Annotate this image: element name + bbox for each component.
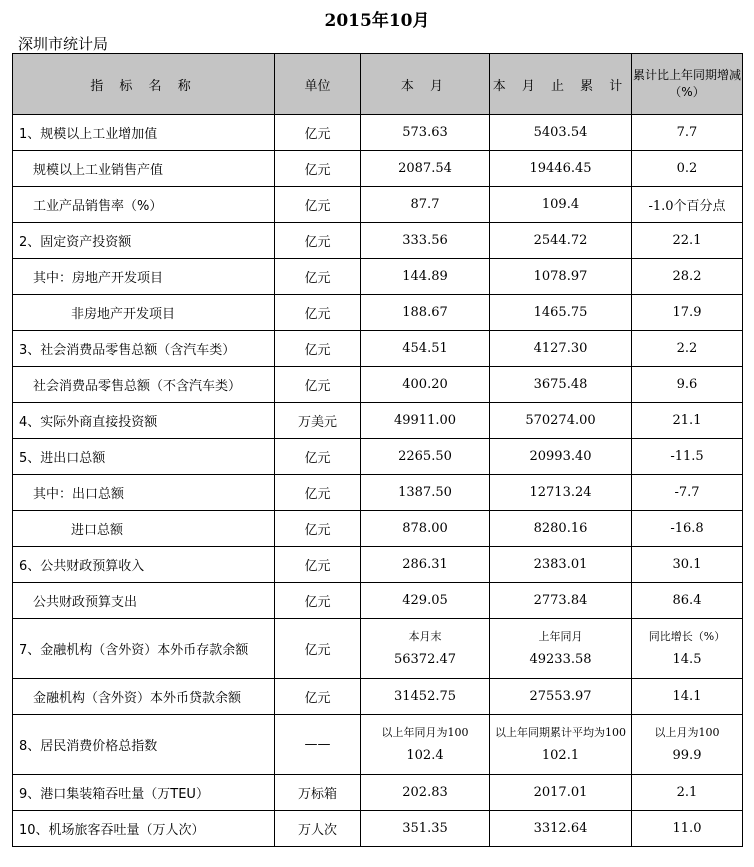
month-value: 2265.50	[361, 439, 490, 475]
table-row	[13, 403, 743, 439]
month-value: 188.67	[361, 295, 490, 331]
indicator-name: 社会消费品零售总额（不含汽车类）	[13, 367, 275, 403]
month-value: 429.05	[361, 583, 490, 619]
indicator-unit: 亿元	[275, 511, 361, 547]
cumulative-value: 2544.72	[490, 223, 632, 259]
month-value: 454.51	[361, 331, 490, 367]
indicator-name: 非房地产开发项目	[13, 295, 275, 331]
header-name: 指 标 名 称	[13, 54, 275, 115]
cumulative-value	[490, 715, 632, 775]
indicator-name: 1、规模以上工业增加值	[13, 115, 275, 151]
indicator-unit: 亿元	[275, 439, 361, 475]
indicator-unit: 亿元	[275, 679, 361, 715]
cumulative-value-number: 49233.58	[529, 652, 592, 667]
cumulative-value: 8280.16	[490, 511, 632, 547]
cumulative-value: 1465.75	[490, 295, 632, 331]
month-value: 2087.54	[361, 151, 490, 187]
indicator-name: 其中：出口总额	[13, 475, 275, 511]
indicator-name: 4、实际外商直接投资额	[13, 403, 275, 439]
header-cumulative: 本 月 止 累 计	[490, 54, 632, 115]
indicator-name: 金融机构（含外资）本外币贷款余额	[13, 679, 275, 715]
table-row	[13, 619, 743, 679]
change-value-number: 14.5	[672, 652, 702, 667]
indicator-unit: 万美元	[275, 403, 361, 439]
table-row	[13, 583, 743, 619]
table-row	[13, 115, 743, 151]
cumulative-value	[490, 619, 632, 679]
indicator-name: 5、进出口总额	[13, 439, 275, 475]
indicator-name: 工业产品销售率（%）	[13, 187, 275, 223]
indicator-unit: 亿元	[275, 115, 361, 151]
indicator-unit: 亿元	[275, 583, 361, 619]
table-header-row	[13, 54, 743, 115]
change-value: -16.8	[632, 511, 743, 547]
cumulative-value: 27553.97	[490, 679, 632, 715]
indicator-name: 9、港口集装箱吞吐量（万TEU）	[13, 775, 275, 811]
cumulative-value: 5403.54	[490, 115, 632, 151]
indicator-name: 10、机场旅客吞吐量（万人次）	[13, 811, 275, 847]
cumulative-value: 2383.01	[490, 547, 632, 583]
header-unit: 单位	[275, 54, 361, 115]
change-value-caption: 同比增长（%）	[648, 630, 726, 643]
month-value: 286.31	[361, 547, 490, 583]
indicator-unit: 亿元	[275, 187, 361, 223]
header-month: 本 月	[361, 54, 490, 115]
indicator-unit: 万标箱	[275, 775, 361, 811]
header-change: 累计比上年同期增减（%）	[632, 54, 743, 115]
month-value-number: 102.4	[406, 748, 444, 763]
month-value	[361, 715, 490, 775]
change-value: 7.7	[632, 115, 743, 151]
indicator-name: 3、社会消费品零售总额（含汽车类）	[13, 331, 275, 367]
month-value: 31452.75	[361, 679, 490, 715]
month-value-number: 56372.47	[393, 652, 457, 667]
change-value-caption: 以上月为100	[654, 726, 720, 739]
cumulative-value-number: 102.1	[541, 748, 580, 763]
month-value: 878.00	[361, 511, 490, 547]
table-row	[13, 511, 743, 547]
month-value-caption: 以上年同月为100	[381, 726, 469, 739]
change-value: 0.2	[632, 151, 743, 187]
cumulative-value-caption: 上年同月	[538, 630, 583, 643]
change-value: -11.5	[632, 439, 743, 475]
indicator-name: 2、固定资产投资额	[13, 223, 275, 259]
month-value: 1387.50	[361, 475, 490, 511]
indicator-name: 8、居民消费价格总指数	[13, 715, 275, 775]
indicator-unit: 亿元	[275, 259, 361, 295]
indicator-unit: 亿元	[275, 223, 361, 259]
change-value: -1.0个百分点	[632, 187, 743, 223]
month-value: 87.7	[361, 187, 490, 223]
table-row	[13, 331, 743, 367]
statistics-table	[12, 53, 743, 847]
table-row	[13, 367, 743, 403]
change-value	[632, 619, 743, 679]
organization-label: 深圳市统计局	[18, 35, 109, 53]
cumulative-value: 3675.48	[490, 367, 632, 403]
cumulative-value: 2773.84	[490, 583, 632, 619]
month-value: 400.20	[361, 367, 490, 403]
indicator-unit: 亿元	[275, 331, 361, 367]
change-value: 21.1	[632, 403, 743, 439]
table-row	[13, 439, 743, 475]
table-row	[13, 679, 743, 715]
month-value: 573.63	[361, 115, 490, 151]
table-row	[13, 223, 743, 259]
report-title: 2015年10月	[324, 11, 430, 31]
change-value-number: 99.9	[672, 748, 702, 763]
indicator-name: 其中：房地产开发项目	[13, 259, 275, 295]
change-value: -7.7	[632, 475, 743, 511]
indicator-unit: 亿元	[275, 151, 361, 187]
month-value: 333.56	[361, 223, 490, 259]
table-row	[13, 811, 743, 847]
cumulative-value: 109.4	[490, 187, 632, 223]
table-row	[13, 295, 743, 331]
change-value: 14.1	[632, 679, 743, 715]
indicator-name: 6、公共财政预算收入	[13, 547, 275, 583]
table-row	[13, 187, 743, 223]
indicator-name: 7、金融机构（含外资）本外币存款余额	[13, 619, 275, 679]
month-value	[361, 619, 490, 679]
indicator-unit: 万人次	[275, 811, 361, 847]
indicator-unit: 亿元	[275, 367, 361, 403]
change-value: 2.1	[632, 775, 743, 811]
cumulative-value: 2017.01	[490, 775, 632, 811]
change-value: 9.6	[632, 367, 743, 403]
indicator-name: 规模以上工业销售产值	[13, 151, 275, 187]
table-row	[13, 151, 743, 187]
indicator-unit: 亿元	[275, 619, 361, 679]
indicator-unit: 亿元	[275, 475, 361, 511]
month-value: 202.83	[361, 775, 490, 811]
cumulative-value: 1078.97	[490, 259, 632, 295]
cumulative-value: 570274.00	[490, 403, 632, 439]
cumulative-value: 19446.45	[490, 151, 632, 187]
month-value: 144.89	[361, 259, 490, 295]
change-value: 22.1	[632, 223, 743, 259]
table-row	[13, 259, 743, 295]
change-value: 11.0	[632, 811, 743, 847]
indicator-name: 进口总额	[13, 511, 275, 547]
indicator-unit: ——	[275, 715, 361, 775]
change-value: 86.4	[632, 583, 743, 619]
cumulative-value: 4127.30	[490, 331, 632, 367]
change-value: 30.1	[632, 547, 743, 583]
indicator-unit: 亿元	[275, 547, 361, 583]
cumulative-value: 12713.24	[490, 475, 632, 511]
table-row	[13, 475, 743, 511]
change-value: 2.2	[632, 331, 743, 367]
month-value: 49911.00	[361, 403, 490, 439]
indicator-name: 公共财政预算支出	[13, 583, 275, 619]
table-row	[13, 547, 743, 583]
cumulative-value-caption: 以上年同期累计平均为100	[495, 726, 626, 739]
cumulative-value: 20993.40	[490, 439, 632, 475]
indicator-unit: 亿元	[275, 295, 361, 331]
month-value-caption: 本月末	[408, 630, 442, 643]
change-value: 17.9	[632, 295, 743, 331]
cumulative-value: 3312.64	[490, 811, 632, 847]
change-value: 28.2	[632, 259, 743, 295]
change-value	[632, 715, 743, 775]
table-row	[13, 715, 743, 775]
table-row	[13, 775, 743, 811]
month-value: 351.35	[361, 811, 490, 847]
